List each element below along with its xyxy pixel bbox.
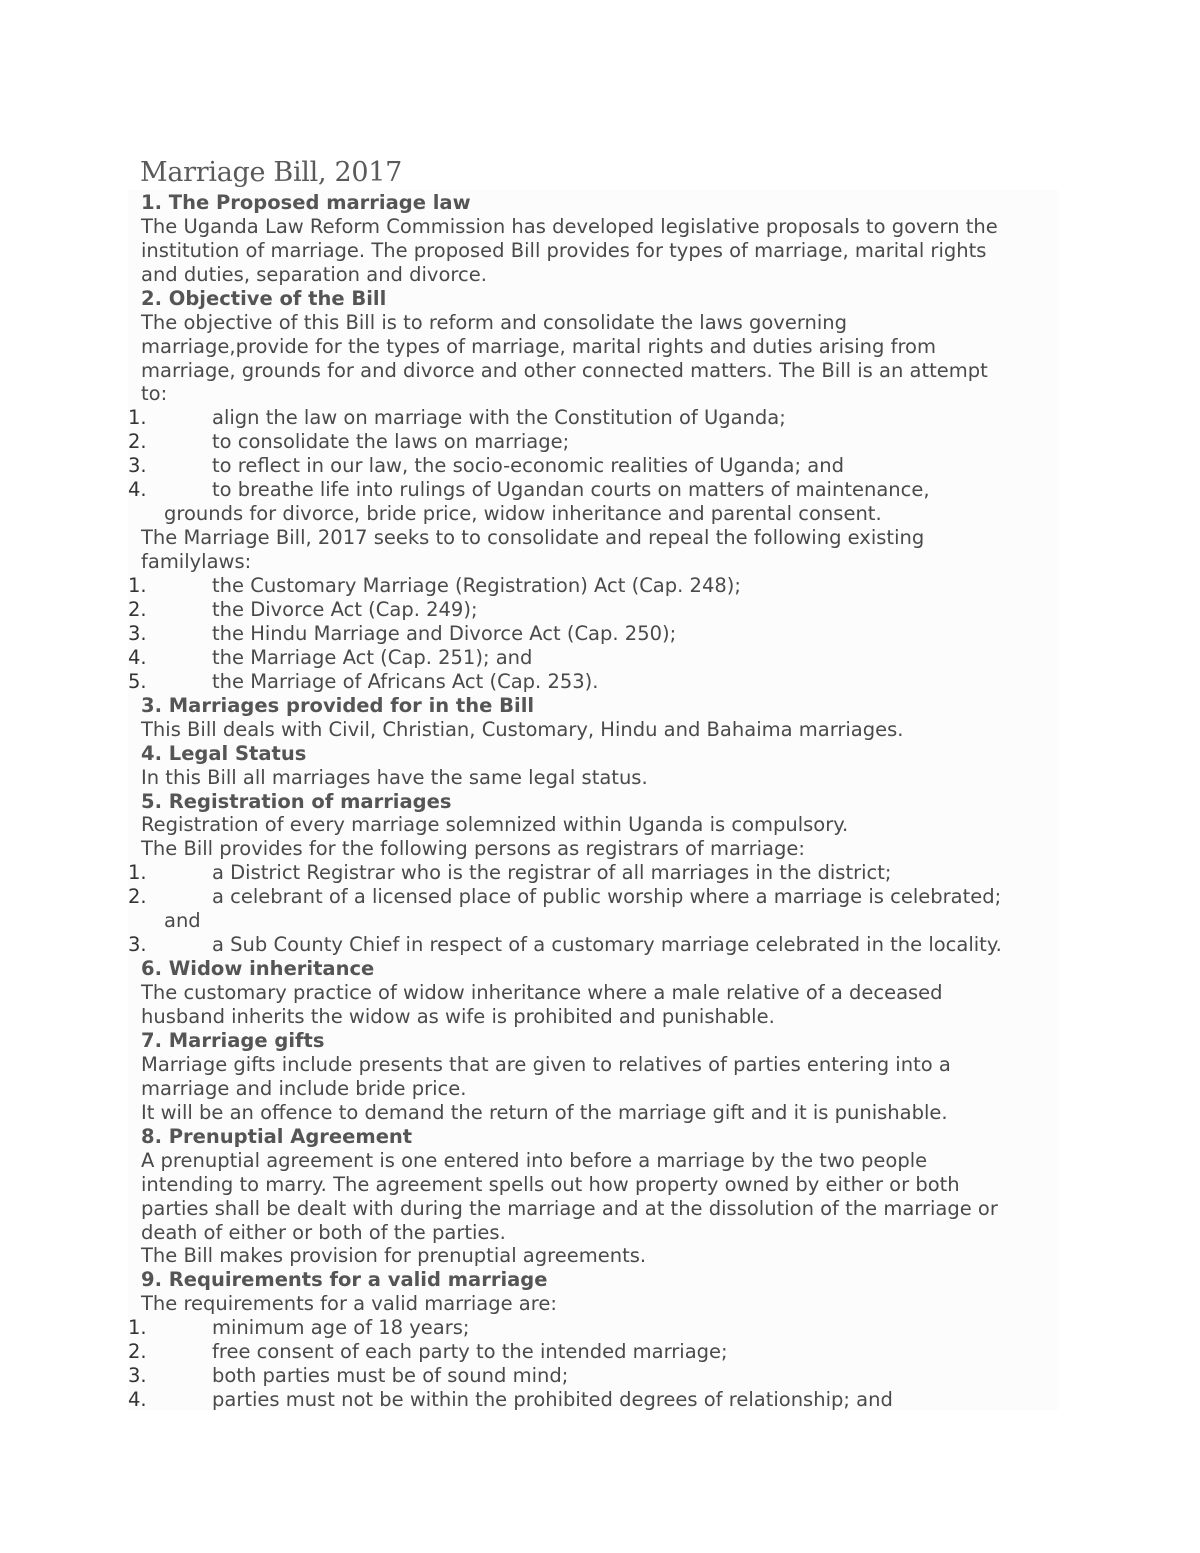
paragraph-line: marriage,provide for the types of marriage, marital rights and duties arising from [141,335,936,358]
paragraph-line: marriage, grounds for and divorce and other connected matters. The Bill is an attempt [141,359,988,382]
list-item: parties must not be within the prohibited degrees of relationship; and [212,1388,893,1411]
section-5-heading: 5. Registration of marriages [141,790,452,813]
list-item: to reflect in our law, the socio-economic realities of Uganda; and [212,454,844,477]
paragraph-line: This Bill deals with Civil, Christian, Customary, Hindu and Bahaima marriages. [141,718,904,741]
paragraph-line: to: [141,382,168,405]
paragraph-line: familylaws: [141,550,252,573]
paragraph-line: The Bill provides for the following persons as registrars of marriage: [141,837,805,860]
list-item: both parties must be of sound mind; [212,1364,569,1387]
paragraph-line: In this Bill all marriages have the same legal status. [141,766,648,789]
section-8-heading: 8. Prenuptial Agreement [141,1125,413,1148]
list-item: the Marriage Act (Cap. 251); and [212,646,533,669]
list-item: a District Registrar who is the registrar of all marriages in the district; [212,861,892,884]
list-number: 3. [128,622,147,645]
list-item: align the law on marriage with the Constitution of Uganda; [212,406,786,429]
list-number: 5. [128,670,147,693]
list-item: the Customary Marriage (Registration) Act (Cap. 248); [212,574,741,597]
list-item-continuation: and [164,909,201,932]
paragraph-line: The Marriage Bill, 2017 seeks to to consolidate and repeal the following existing [141,526,925,549]
list-item: to breathe life into rulings of Ugandan courts on matters of maintenance, [212,478,930,501]
list-item-continuation: grounds for divorce, bride price, widow inheritance and parental consent. [164,502,882,525]
paragraph-line: The Bill makes provision for prenuptial agreements. [141,1244,647,1267]
list-number: 4. [128,1388,147,1411]
list-item: to consolidate the laws on marriage; [212,430,570,453]
list-number: 2. [128,885,147,908]
list-number: 2. [128,1340,147,1363]
paragraph-line: The Uganda Law Reform Commission has developed legislative proposals to govern the [141,215,998,238]
section-4-heading: 4. Legal Status [141,742,307,765]
paragraph-line: and duties, separation and divorce. [141,263,487,286]
paragraph-line: The customary practice of widow inheritance where a male relative of a deceased [141,981,943,1004]
list-item: a Sub County Chief in respect of a customary marriage celebrated in the locality. [212,933,1002,956]
paragraph-line: It will be an offence to demand the return of the marriage gift and it is punishable. [141,1101,948,1124]
section-9-heading: 9. Requirements for a valid marriage [141,1268,548,1291]
list-item: minimum age of 18 years; [212,1316,470,1339]
paragraph-line: husband inherits the widow as wife is prohibited and punishable. [141,1005,775,1028]
list-number: 1. [128,574,147,597]
paragraph-line: parties shall be dealt with during the marriage and at the dissolution of the marriage or [141,1197,998,1220]
list-number: 2. [128,430,147,453]
list-number: 1. [128,406,147,429]
list-item: the Marriage of Africans Act (Cap. 253). [212,670,599,693]
paragraph-line: marriage and include bride price. [141,1077,467,1100]
list-number: 3. [128,454,147,477]
list-item: free consent of each party to the intended marriage; [212,1340,728,1363]
list-item: a celebrant of a licensed place of public worship where a marriage is celebrated; [212,885,1002,908]
paragraph-line: Marriage gifts include presents that are given to relatives of parties entering into a [141,1053,951,1076]
paragraph-line: The requirements for a valid marriage are: [141,1292,557,1315]
list-number: 4. [128,646,147,669]
paragraph-line: Registration of every marriage solemnized within Uganda is compulsory. [141,813,849,836]
list-number: 4. [128,478,147,501]
section-7-heading: 7. Marriage gifts [141,1029,325,1052]
paragraph-line: death of either or both of the parties. [141,1221,506,1244]
document-title: Marriage Bill, 2017 [140,157,403,188]
list-number: 3. [128,933,147,956]
list-number: 3. [128,1364,147,1387]
paragraph-line: The objective of this Bill is to reform and consolidate the laws governing [141,311,848,334]
section-3-heading: 3. Marriages provided for in the Bill [141,694,535,717]
list-item: the Hindu Marriage and Divorce Act (Cap. 250); [212,622,677,645]
list-number: 1. [128,861,147,884]
list-number: 2. [128,598,147,621]
section-6-heading: 6. Widow inheritance [141,957,375,980]
paragraph-line: institution of marriage. The proposed Bill provides for types of marriage, marital rights [141,239,987,262]
list-item: the Divorce Act (Cap. 249); [212,598,478,621]
section-2-heading: 2. Objective of the Bill [141,287,387,310]
paragraph-line: intending to marry. The agreement spells out how property owned by either or both [141,1173,960,1196]
list-number: 1. [128,1316,147,1339]
paragraph-line: A prenuptial agreement is one entered into before a marriage by the two people [141,1149,928,1172]
document-body [128,190,1058,1410]
section-1-heading: 1. The Proposed marriage law [141,191,471,214]
